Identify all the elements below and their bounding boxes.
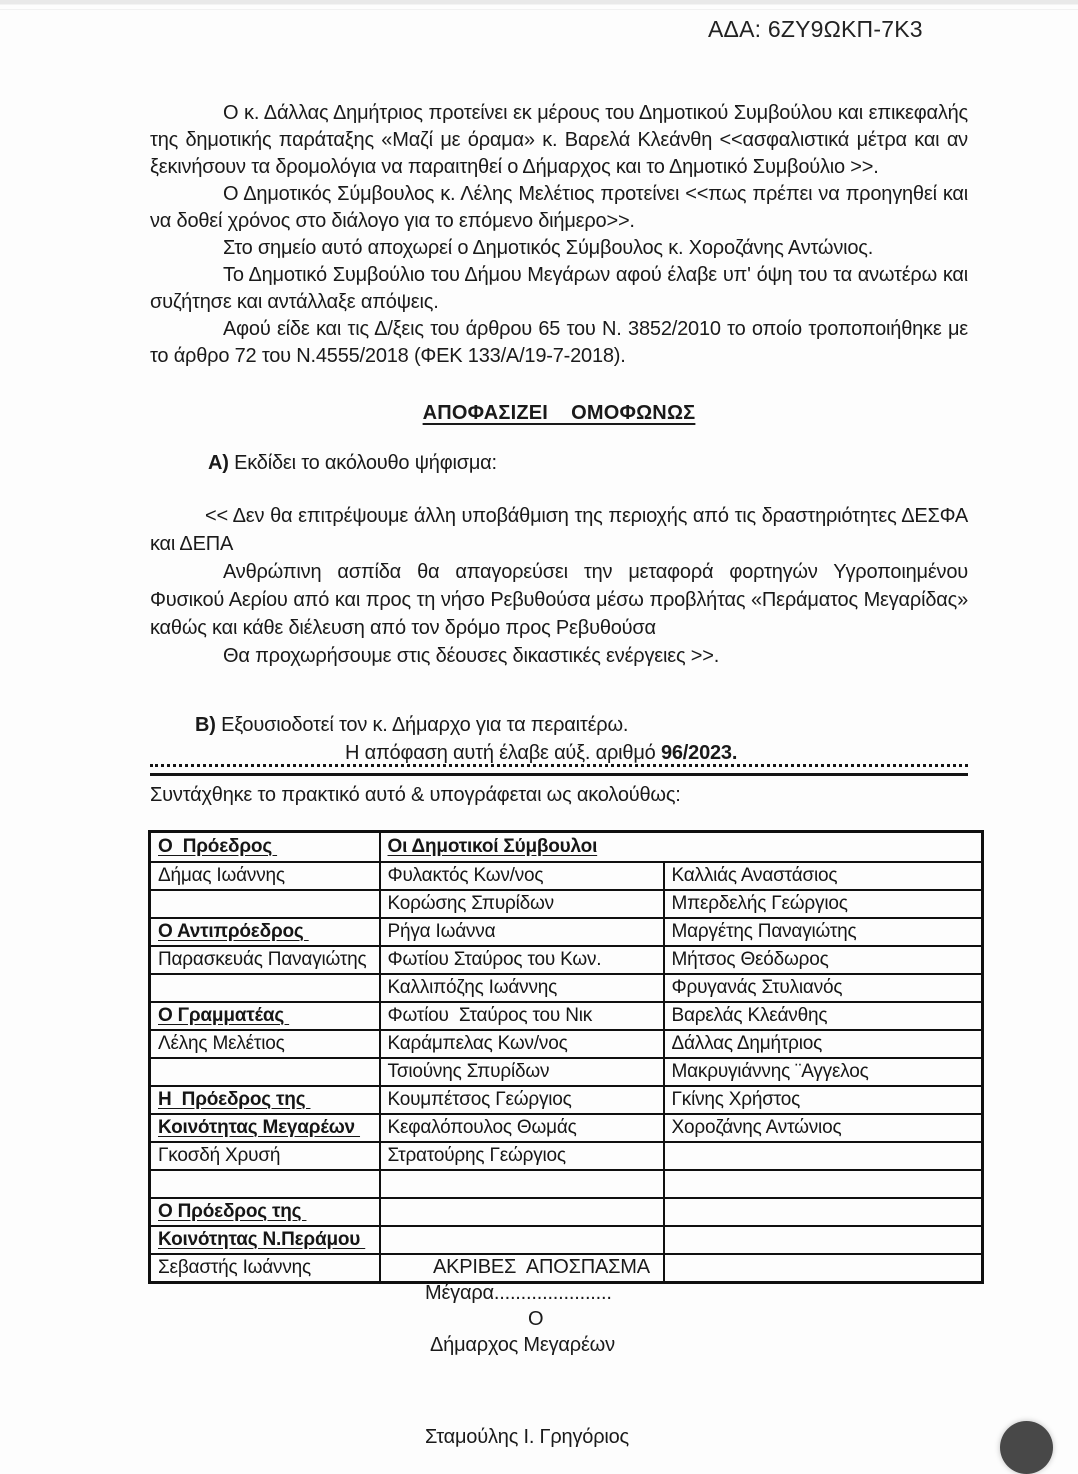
table-cell: Δήμας Ιωάννης	[150, 862, 380, 890]
table-cell: Κοινότητας Μεγαρέων	[150, 1114, 380, 1142]
table-row	[150, 918, 983, 946]
table-row	[150, 1226, 983, 1254]
table-cell	[380, 1226, 664, 1254]
table-cell: Κοινότητας Ν.Περάμου	[150, 1226, 380, 1254]
table-cell: Βαρελάς Κλεάνθης	[664, 1002, 983, 1030]
dotted-separator	[150, 764, 968, 776]
resolution-paragraph: Ανθρώπινη ασπίδα θα απαγορεύσει την μεταφορά φορτηγών Υγροποιημένου Φυσικού Αερίου από και προς τη νήσο Ρεβυθούσα μέσω προβλήτας «Περάματος Μεγαρίδας» καθώς και κάθε διέλευση από τον δρόμο προς Ρεβυθούσα	[150, 561, 968, 639]
table-cell: Μαργέτης Παναγιώτης	[664, 918, 983, 946]
scan-edge-bar	[0, 0, 1078, 5]
decision-heading: ΑΠΟΦΑΣΙΖΕΙ ΟΜΟΦΩΝΩΣ	[422, 402, 696, 424]
table-cell: Καλλιάς Αναστάσιος	[664, 862, 983, 890]
table-cell: Χοροζάνης Αντώνιος	[664, 1114, 983, 1142]
table-cell: Γκίνης Χρήστος	[664, 1086, 983, 1114]
resolution-block	[150, 502, 968, 670]
paragraph: Ο κ. Δάλλας Δημήτριος προτείνει εκ μέρους του Δημοτικού Συμβούλου και επικεφαλής της δημοτικής παράταξης «Μαζί με όραμα» κ. Βαρελά Κλεάνθη <<ασφαλιστικά μέτρα και αν ξεκινήσουν τα δρομολόγια να παραιτηθεί ο Δήμαρχος και το Δημοτικό Συμβούλιο >>.	[150, 102, 968, 178]
table-cell: Καλλιπόζης Ιωάννης	[380, 974, 664, 1002]
table-header-row	[150, 832, 983, 863]
table-cell: Γκοσδή Χρυσή	[150, 1142, 380, 1170]
paragraph: Στο σημείο αυτό αποχωρεί ο Δημοτικός Σύμβουλος κ. Χοροζάνης Αντώνιος.	[223, 237, 874, 259]
table-cell: Τσιούνης Σπυρίδων	[380, 1058, 664, 1086]
table-row	[150, 1170, 983, 1198]
table-row	[150, 946, 983, 974]
table-cell: Ο Γραμματέας	[150, 1002, 380, 1030]
table-cell: Καράμπελας Κων/νος	[380, 1030, 664, 1058]
item-a-line	[150, 450, 968, 477]
table-cell: Κορώσης Σπυρίδων	[380, 890, 664, 918]
table-cell: Μήτσος Θεόδωρος	[664, 946, 983, 974]
item-a-prefix: Α)	[208, 452, 229, 474]
table-cell	[664, 1226, 983, 1254]
table-cell	[380, 1198, 664, 1226]
resolution-paragraph: << Δεν θα επιτρέψουμε άλλη υποβάθμιση της περιοχής από τις δραστηριότητες ΔΕΣΦΑ και ΔΕΠΑ	[150, 505, 968, 555]
item-b-prefix: Β)	[195, 714, 216, 736]
table-cell: Ρήγα Ιωάννα	[380, 918, 664, 946]
table-cell: Φρυγανάς Στυλιανός	[664, 974, 983, 1002]
body-paragraphs	[150, 100, 968, 370]
decision-number-prefix: Η απόφαση αυτή έλαβε αύξ. αριθμό	[345, 742, 661, 764]
table-row	[150, 1142, 983, 1170]
item-b-line	[150, 712, 968, 739]
table-cell	[150, 890, 380, 918]
table-row	[150, 1058, 983, 1086]
table-cell: Κουμπέτσος Γεώργιος	[380, 1086, 664, 1114]
table-row	[150, 890, 983, 918]
table-cell	[664, 1142, 983, 1170]
paragraph: Το Δημοτικό Συμβούλιο του Δήμου Μεγάρων αφού έλαβε υπ' όψη του τα ανωτέρω και συζήτησε και αντάλλαξε απόψεις.	[150, 264, 968, 313]
decision-number: 96/2023.	[660, 742, 738, 764]
table-row	[150, 974, 983, 1002]
table-cell: Φωτίου Σταύρος του Κων.	[380, 946, 664, 974]
paragraph: Αφού είδε και τις Δ/ξεις του άρθρου 65 του Ν. 3852/2010 το οποίο τροποποιήθηκε με το άρθρο 72 του Ν.4555/2018 (ΦΕΚ 133/Α/19-7-2018).	[150, 318, 968, 367]
floating-action-button[interactable]	[1000, 1421, 1053, 1474]
table-cell: Ο Αντιπρόεδρος	[150, 918, 380, 946]
table-row	[150, 1030, 983, 1058]
table-cell: Μακρυγιάννης ¨Αγγελος	[664, 1058, 983, 1086]
decision-number-line	[150, 740, 968, 767]
table-cell: Σεβαστής Ιωάννης	[150, 1254, 380, 1283]
paragraph: Ο Δημοτικός Σύμβουλος κ. Λέλης Μελέτιος προτείνει <<πως πρέπει να προηγηθεί και να δοθεί χρόνος στο διάλογο για το επόμενο διήμερο>>.	[150, 183, 968, 232]
resolution-paragraph: Θα προχωρήσουμε στις δέουσες δικαστικές ενέργειες >>.	[223, 645, 720, 667]
table-cell	[380, 1170, 664, 1198]
mayor-title: Δήμαρχος Μεγαρέων	[430, 1334, 615, 1356]
scan-edge-hairline	[0, 9, 1078, 10]
mayor-name: Σταμούλης Ι. Γρηγόριος	[425, 1426, 629, 1448]
table-cell: Ο Πρόεδρος της	[150, 1198, 380, 1226]
table-cell	[664, 1198, 983, 1226]
table-cell: Μπερδελής Γεώργιος	[664, 890, 983, 918]
table-cell	[150, 1170, 380, 1198]
item-b-text: Εξουσιοδοτεί τον κ. Δήμαρχο για τα περαιτέρω.	[221, 714, 629, 736]
table-cell: Η Πρόεδρος της	[150, 1086, 380, 1114]
table-row	[150, 1198, 983, 1226]
ada-code: ΑΔΑ: 6ZY9ΩΚΠ-7Κ3	[708, 16, 923, 42]
certified-extract-label: ΑΚΡΙΒΕΣ ΑΠΟΣΠΑΣΜΑ	[433, 1256, 650, 1278]
article-o: Ο	[528, 1308, 544, 1330]
footer-block	[425, 1254, 755, 1450]
item-a-text: Εκδίδει το ακόλουθο ψήφισμα:	[234, 452, 497, 474]
place-date-line: Μέγαρα......................	[425, 1282, 612, 1304]
table-cell	[150, 1058, 380, 1086]
table-cell: Παρασκευάς Παναγιώτης	[150, 946, 380, 974]
table-header-president: Ο Πρόεδρος	[150, 832, 380, 863]
table-header-councilors: Οι Δημοτικοί Σύμβουλοι	[380, 832, 983, 863]
table-cell: Στρατούρης Γεώργιος	[380, 1142, 664, 1170]
table-row	[150, 1086, 983, 1114]
table-cell	[664, 1170, 983, 1198]
table-row	[150, 1114, 983, 1142]
table-cell: Φωτίου Σταύρος του Νικ	[380, 1002, 664, 1030]
signatories-intro: Συντάχθηκε το πρακτικό αυτό & υπογράφεται ως ακολούθως:	[150, 784, 681, 806]
table-cell	[150, 974, 380, 1002]
table-cell: Λέλης Μελέτιος	[150, 1030, 380, 1058]
table-cell: Φυλακτός Κων/νος	[380, 862, 664, 890]
signatories-table	[148, 830, 984, 1284]
table-row	[150, 1002, 983, 1030]
table-row	[150, 862, 983, 890]
table-cell: Κεφαλόπουλος Θωμάς	[380, 1114, 664, 1142]
table-cell: Δάλλας Δημήτριος	[664, 1030, 983, 1058]
